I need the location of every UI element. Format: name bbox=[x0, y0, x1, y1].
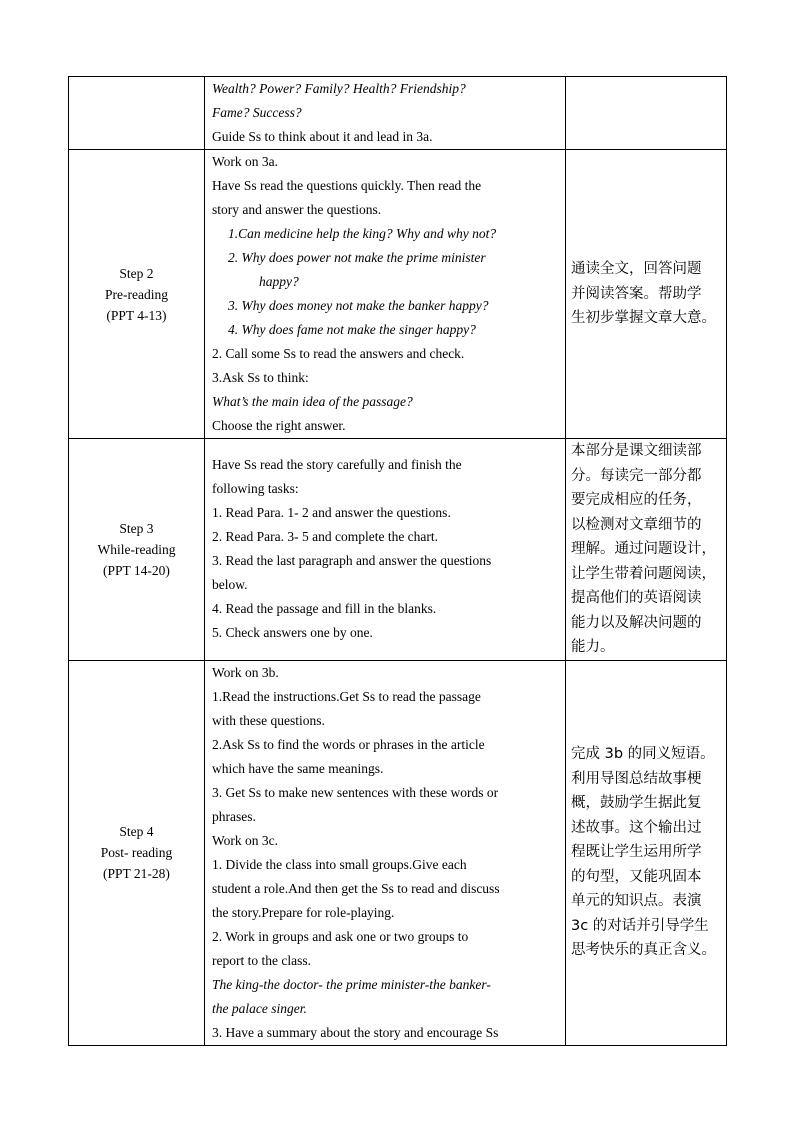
process-line: 2. Read Para. 3- 5 and complete the chart. bbox=[212, 529, 439, 545]
purpose-line: 能力以及解决问题的 bbox=[571, 614, 702, 631]
process-line: 2.Ask Ss to find the words or phrases in the article bbox=[212, 736, 485, 752]
process-line: 3. Why does money not make the banker happy? bbox=[228, 298, 489, 313]
purpose-line: 述故事。这个输出过 bbox=[571, 819, 702, 836]
process-line: 2. Call some Ss to read the answers and check. bbox=[212, 346, 465, 361]
process-line: 3. Have a summary about the story and encourage Ss bbox=[212, 1024, 499, 1040]
process-cell bbox=[205, 660, 566, 1045]
process-line: Choose the right answer. bbox=[212, 418, 346, 433]
process-line: which have the same meanings. bbox=[212, 760, 384, 776]
process-line: Work on 3a. bbox=[212, 154, 279, 169]
purpose-line: 让学生带着问题阅读， bbox=[571, 565, 716, 582]
table-row bbox=[69, 660, 727, 1045]
purpose-line: 概，鼓励学生据此复 bbox=[571, 795, 702, 812]
table-row bbox=[69, 77, 727, 150]
table-row bbox=[69, 439, 727, 661]
process-line: 1.Read the instructions.Get Ss to read the passage bbox=[212, 688, 481, 704]
process-line: 3.Ask Ss to think: bbox=[212, 370, 309, 385]
purpose-line: 并阅读答案。帮助学 bbox=[571, 285, 702, 302]
table-row bbox=[69, 150, 727, 439]
process-line: 4. Read the passage and fill in the blanks. bbox=[212, 601, 437, 617]
purpose-line: 完成 3b 的同义短语。 bbox=[571, 746, 715, 763]
purpose-line: 分。每读完一部分都 bbox=[571, 467, 702, 484]
process-line: phrases. bbox=[212, 808, 256, 824]
step-cell bbox=[69, 77, 205, 150]
process-line: with these questions. bbox=[212, 712, 325, 728]
purpose-line: 程既让学生运用所学 bbox=[571, 844, 702, 861]
purpose-line: 3c 的对话并引导学生 bbox=[571, 917, 709, 934]
process-line: 1. Read Para. 1- 2 and answer the questions. bbox=[212, 505, 451, 521]
process-line: 1.Can medicine help the king? Why and why not? bbox=[228, 226, 497, 241]
process-cell bbox=[205, 439, 566, 661]
step-number: Step 3 bbox=[119, 520, 154, 536]
process-cell bbox=[205, 150, 566, 439]
step-ppt-range: (PPT 4-13) bbox=[106, 307, 167, 323]
process-line: the palace singer. bbox=[212, 1000, 307, 1016]
process-line: Fame? Success? bbox=[212, 105, 302, 120]
process-line: the story.Prepare for role-playing. bbox=[212, 904, 395, 920]
purpose-line: 能力。 bbox=[571, 639, 615, 655]
process-line: report to the class. bbox=[212, 952, 311, 968]
process-line: Guide Ss to think about it and lead in 3a. bbox=[212, 129, 433, 144]
process-line: happy? bbox=[259, 274, 299, 289]
lesson-plan-table bbox=[68, 76, 727, 1046]
purpose-line: 思考快乐的真正含义。 bbox=[571, 942, 716, 959]
process-line: 1. Divide the class into small groups.Give each bbox=[212, 856, 467, 872]
purpose-line: 利用导图总结故事梗 bbox=[571, 770, 702, 787]
process-line: 2. Why does power not make the prime minister bbox=[228, 250, 486, 265]
purpose-line: 通读全文，回答问题 bbox=[571, 261, 702, 278]
purpose-cell bbox=[566, 150, 727, 439]
step-ppt-range: (PPT 14-20) bbox=[103, 562, 170, 578]
purpose-line: 以检测对文章细节的 bbox=[571, 516, 702, 533]
process-line: 3. Get Ss to make new sentences with these words or bbox=[212, 784, 499, 800]
step-stage: Pre-reading bbox=[105, 286, 168, 302]
process-line: Have Ss read the questions quickly. Then read the bbox=[212, 178, 482, 193]
purpose-line: 要完成相应的任务， bbox=[571, 492, 702, 508]
purpose-line: 单元的知识点。表演 bbox=[571, 893, 702, 910]
process-line: 4. Why does fame not make the singer happy? bbox=[228, 322, 476, 337]
process-line: 3. Read the last paragraph and answer the questions bbox=[212, 553, 492, 569]
step-number: Step 2 bbox=[119, 265, 154, 281]
purpose-cell bbox=[566, 77, 727, 150]
step-cell bbox=[69, 150, 205, 439]
process-line: What’s the main idea of the passage? bbox=[212, 394, 413, 409]
purpose-cell bbox=[566, 439, 727, 661]
process-line: Work on 3b. bbox=[212, 664, 279, 680]
purpose-line: 生初步掌握文章大意。 bbox=[571, 310, 716, 327]
process-line: story and answer the questions. bbox=[212, 202, 382, 217]
step-stage: While-reading bbox=[97, 541, 176, 557]
process-cell bbox=[205, 77, 566, 150]
purpose-line: 提高他们的英语阅读 bbox=[571, 590, 702, 606]
process-line: 5. Check answers one by one. bbox=[212, 625, 373, 641]
step-cell bbox=[69, 660, 205, 1045]
process-line: following tasks: bbox=[212, 481, 299, 497]
purpose-cell bbox=[566, 660, 727, 1045]
step-ppt-range: (PPT 21-28) bbox=[103, 866, 170, 881]
process-line: student a role.And then get the Ss to read and discuss bbox=[212, 880, 500, 896]
step-number: Step 4 bbox=[119, 824, 154, 839]
purpose-line: 的句型，又能巩固本 bbox=[571, 868, 702, 885]
process-line: Wealth? Power? Family? Health? Friendship? bbox=[212, 81, 466, 96]
process-line: below. bbox=[212, 577, 248, 593]
process-line: Work on 3c. bbox=[212, 832, 279, 848]
purpose-line: 理解。通过问题设计， bbox=[571, 541, 716, 557]
step-cell bbox=[69, 439, 205, 661]
purpose-line: 本部分是课文细读部 bbox=[571, 443, 702, 459]
process-line: Have Ss read the story carefully and finish the bbox=[212, 457, 462, 473]
process-line: 2. Work in groups and ask one or two groups to bbox=[212, 928, 469, 944]
step-stage: Post- reading bbox=[100, 845, 173, 860]
process-line: The king-the doctor- the prime minister-the banker- bbox=[212, 976, 491, 992]
